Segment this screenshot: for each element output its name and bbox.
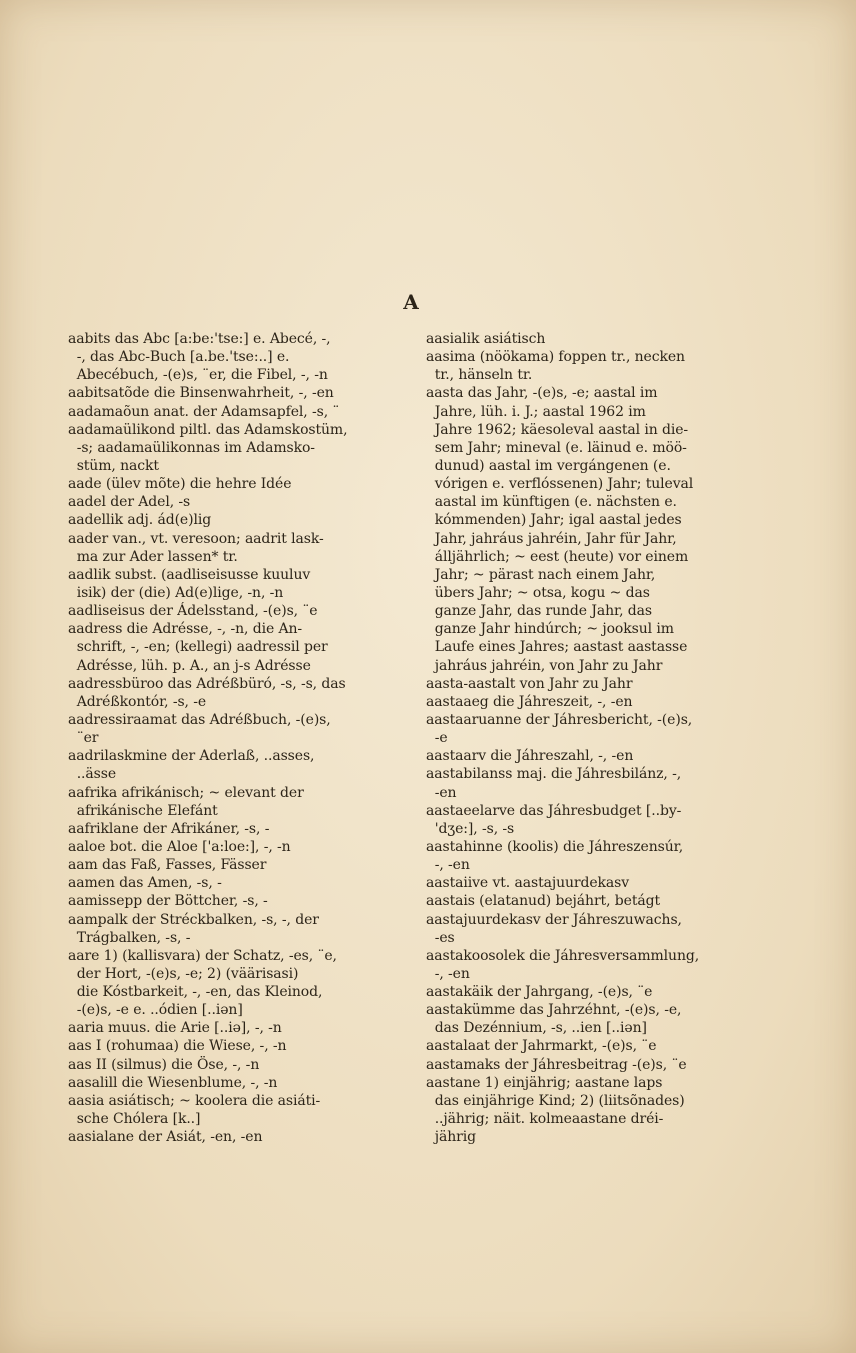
dictionary-line: aastabilanss maj. die Jáhresbilánz, -, [426, 766, 682, 783]
dictionary-line: Trágbalken, -s, - [68, 929, 191, 946]
dictionary-line: der Hort, -(e)s, -e; 2) (väärisasi) [68, 965, 299, 982]
dictionary-line: ..jährig; näit. kolmeaastane dréi- [426, 1111, 664, 1128]
dictionary-line: stüm, nackt [68, 457, 159, 474]
dictionary-line: aadlik subst. (aadliseisusse kuuluv [68, 566, 311, 583]
dictionary-line: afrikánische Elefánt [68, 802, 218, 819]
dictionary-line: das einjährige Kind; 2) (liitsõnades) [426, 1092, 685, 1109]
dictionary-line: -en [426, 784, 457, 801]
dictionary-line: Jahre 1962; käesoleval aastal in die- [426, 421, 689, 438]
dictionary-line: aadel der Adel, -s [68, 494, 191, 511]
dictionary-line: -, das Abc-Buch [a.be.'tse:..] e. [68, 349, 290, 366]
dictionary-line: aastal im künftigen (e. nächsten e. [426, 494, 677, 511]
dictionary-line: die Kóstbarkeit, -, -en, das Kleinod, [68, 984, 323, 1001]
dictionary-line: -, -en [426, 857, 470, 874]
dictionary-line: aadliseisus der Ádelsstand, -(e)s, ¨e [68, 603, 318, 620]
dictionary-line: tr., hänseln tr. [426, 367, 533, 384]
dictionary-line: aasalill die Wiesenblume, -, -n [68, 1074, 278, 1091]
dictionary-line: aadamaõun anat. der Adamsapfel, -s, ¨ [68, 403, 340, 420]
dictionary-line: -s; aadamaülikonnas im Adamsko- [68, 439, 315, 456]
dictionary-line: ganze Jahr hindúrch; ~ jooksul im [426, 621, 674, 638]
dictionary-line: Abecébuch, -(e)s, ¨er, die Fibel, -, -n [68, 367, 328, 384]
dictionary-line: aasialane der Asiát, -en, -en [68, 1129, 263, 1146]
dictionary-line: Jahr; ~ pärast nach einem Jahr, [426, 566, 656, 583]
dictionary-line: aastaarv die Jáhreszahl, -, -en [426, 748, 634, 765]
dictionary-line: aabits das Abc [a:be:'tse:] e. Abecé, -, [68, 331, 331, 347]
dictionary-line: Adréßkontór, -s, -e [68, 693, 207, 710]
dictionary-line: aastane 1) einjährig; aastane laps [426, 1074, 663, 1091]
dictionary-line: aasima (nöökama) foppen tr., necken [426, 349, 685, 366]
dictionary-line: vórigen e. verflóssenen) Jahr; tuleval [426, 476, 694, 493]
left-column [68, 330, 408, 1146]
dictionary-line: aasia asiátisch; ~ koolera die asiáti- [68, 1092, 321, 1109]
dictionary-line: aastajuurdekasv der Jáhreszuwachs, [426, 911, 682, 928]
dictionary-line: Jahre, lüh. i. J.; aastal 1962 im [426, 403, 646, 420]
dictionary-line: aare 1) (kallisvara) der Schatz, -es, ¨e, [68, 947, 337, 964]
section-letter: A [403, 290, 419, 314]
dictionary-line: sem Jahr; mineval (e. läinud e. möö- [426, 439, 687, 456]
right-column [426, 330, 782, 1146]
dictionary-line: aasta-aastalt von Jahr zu Jahr [426, 675, 633, 692]
dictionary-line: jahráus jahréin, von Jahr zu Jahr [426, 657, 663, 674]
dictionary-line: aabitsatõde die Binsenwahrheit, -, -en [68, 385, 334, 402]
dictionary-line: ma zur Ader lassen* tr. [68, 548, 238, 565]
dictionary-line: aastakümme das Jahrzéhnt, -(e)s, -e, [426, 1002, 682, 1019]
dictionary-line: álljährlich; ~ eest (heute) vor einem [426, 548, 689, 565]
dictionary-line: aasta das Jahr, -(e)s, -e; aastal im [426, 385, 658, 402]
dictionary-line: isik) der (die) Ad(e)lige, -n, -n [68, 584, 284, 601]
dictionary-line: aadressiraamat das Adréßbuch, -(e)s, [68, 711, 331, 728]
dictionary-line: dunud) aastal im vergángenen (e. [426, 457, 671, 474]
dictionary-line: ¨er [68, 730, 99, 747]
dictionary-line: aastalaat der Jahrmarkt, -(e)s, ¨e [426, 1038, 657, 1055]
dictionary-line: aastais (elatanud) bejáhrt, betágt [426, 893, 660, 910]
dictionary-line: aastaaeg die Jáhreszeit, -, -en [426, 693, 633, 710]
dictionary-line: aas I (rohumaa) die Wiese, -, -n [68, 1038, 287, 1055]
dictionary-line: aafrika afrikánisch; ~ elevant der [68, 784, 304, 801]
dictionary-line: kómmenden) Jahr; igal aastal jedes [426, 512, 682, 529]
dictionary-line: aastaaruanne der Jáhresbericht, -(e)s, [426, 711, 693, 728]
dictionary-line: aafriklane der Afrikáner, -s, - [68, 820, 270, 837]
dictionary-line: -(e)s, -e e. ..ódien [..iən] [68, 1002, 243, 1019]
dictionary-line: Jahr, jahráus jahréin, Jahr für Jahr, [426, 530, 677, 547]
dictionary-line: 'dʒe:], -s, -s [426, 820, 515, 837]
dictionary-line: -es [426, 929, 455, 946]
dictionary-line: aastamaks der Jáhresbeitrag -(e)s, ¨e [426, 1056, 687, 1073]
dictionary-line: schrift, -, -en; (kellegi) aadressil per [68, 639, 328, 656]
dictionary-line: aaria muus. die Arie [..iə], -, -n [68, 1020, 282, 1037]
dictionary-line: aaloe bot. die Aloe ['a:loe:], -, -n [68, 838, 291, 855]
dictionary-line: aampalk der Stréckbalken, -s, -, der [68, 911, 319, 928]
dictionary-line: aader van., vt. veresoon; aadrit lask- [68, 530, 324, 547]
dictionary-line: aamissepp der Böttcher, -s, - [68, 893, 268, 910]
dictionary-line: Adrésse, lüh. p. A., an j-s Adrésse [68, 657, 311, 674]
dictionary-line: aastakoosolek die Jáhresversammlung, [426, 947, 700, 964]
dictionary-line: aadress die Adrésse, -, -n, die An- [68, 621, 303, 638]
dictionary-line: aadrilaskmine der Aderlaß, ..asses, [68, 748, 315, 765]
dictionary-line: aastaiive vt. aastajuurdekasv [426, 875, 630, 892]
dictionary-line: ganze Jahr, das runde Jahr, das [426, 603, 652, 620]
dictionary-line: das Dezénnium, -s, ..ien [..iən] [426, 1020, 647, 1037]
dictionary-line: übers Jahr; ~ otsa, kogu ~ das [426, 584, 650, 601]
dictionary-line: aas II (silmus) die Öse, -, -n [68, 1056, 260, 1073]
dictionary-line: aade (ülev mõte) die hehre Idée [68, 476, 292, 493]
dictionary-line: -, -en [426, 965, 470, 982]
dictionary-line: aastaeelarve das Jáhresbudget [..by- [426, 802, 682, 819]
dictionary-line: ..ässe [68, 766, 117, 783]
dictionary-line: aastakäik der Jahrgang, -(e)s, ¨e [426, 984, 653, 1001]
dictionary-line: aamen das Amen, -s, - [68, 875, 222, 892]
dictionary-line: aadellik adj. ád(e)lig [68, 512, 212, 529]
dictionary-line: aam das Faß, Fasses, Fässer [68, 857, 267, 874]
dictionary-line: aastahinne (koolis) die Jáhreszensúr, [426, 838, 684, 855]
dictionary-line: -e [426, 730, 448, 747]
dictionary-line: aadressbüroo das Adréßbüró, -s, -s, das [68, 675, 346, 692]
dictionary-line: aadamaülikond piltl. das Adamskostüm, [68, 421, 348, 438]
dictionary-line: Laufe eines Jahres; aastast aastasse [426, 639, 688, 656]
dictionary-line: jährig [426, 1129, 476, 1146]
dictionary-line: sche Chólera [k..] [68, 1111, 201, 1128]
dictionary-line: aasialik asiátisch [426, 331, 546, 347]
